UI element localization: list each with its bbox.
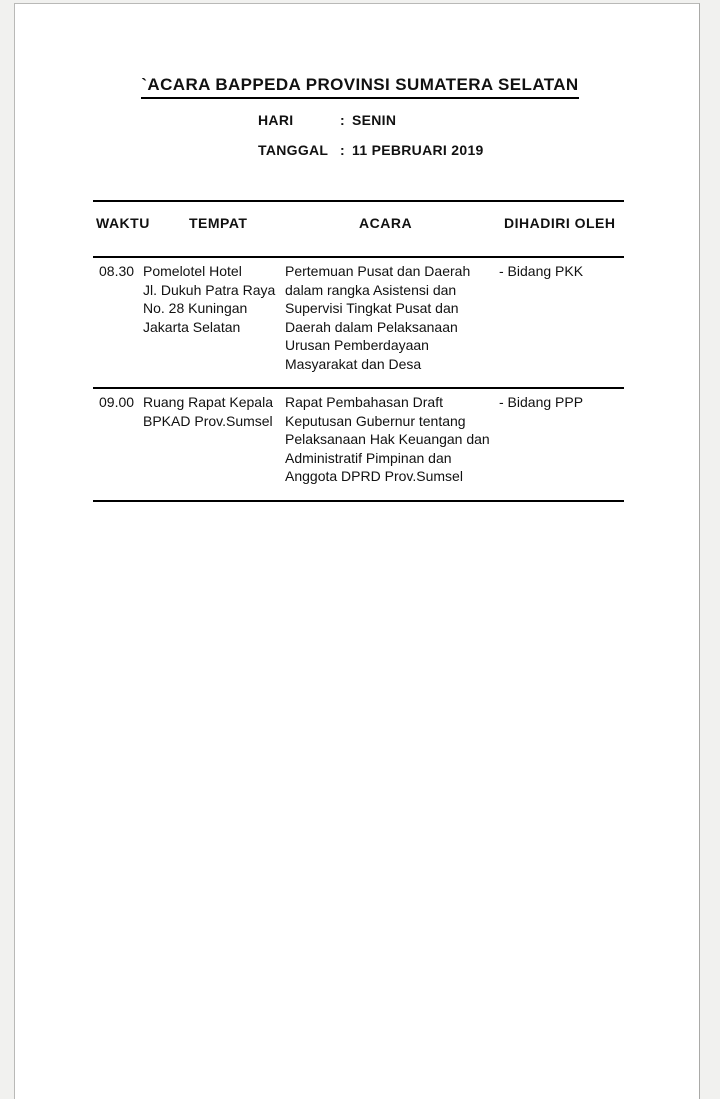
table-row-0-waktu-cell xyxy=(99,262,134,281)
acara-line: Daerah dalam Pelaksanaan xyxy=(285,318,458,335)
table-row-0-dihadiri-cell xyxy=(499,262,583,281)
table-row-1-dihadiri-cell xyxy=(499,393,583,412)
tempat-line: Ruang Rapat Kepala xyxy=(143,394,273,410)
table-rule-row-divider xyxy=(93,387,624,389)
table-row-1-tempat-cell xyxy=(143,393,273,430)
hari-label: HARI xyxy=(258,112,294,128)
tempat-line: Jl. Dukuh Patra Raya xyxy=(143,281,276,298)
acara-line: Keputusan Gubernur tentang xyxy=(285,412,466,429)
document-title: `ACARA BAPPEDA PROVINSI SUMATERA SELATAN xyxy=(141,75,578,99)
column-header-waktu: WAKTU xyxy=(96,215,150,231)
table-row-1-waktu-cell xyxy=(99,393,134,412)
tanggal-label: TANGGAL xyxy=(258,142,329,158)
document-title-wrap xyxy=(0,75,720,99)
tanggal-separator: : xyxy=(340,142,345,158)
column-header-acara: ACARA xyxy=(359,215,413,231)
acara-line: Anggota DPRD Prov.Sumsel xyxy=(285,468,463,484)
dihadiri-value: - Bidang PPP xyxy=(499,394,584,410)
column-header-tempat: TEMPAT xyxy=(189,215,248,231)
acara-line: dalam rangka Asistensi dan xyxy=(285,281,457,298)
tempat-line: BPKAD Prov.Sumsel xyxy=(143,412,273,429)
acara-line: Rapat Pembahasan Draft xyxy=(285,394,443,410)
column-header-dihadiri-oleh: DIHADIRI OLEH xyxy=(504,215,616,231)
document-page xyxy=(14,3,700,1099)
dihadiri-value: - Bidang PKK xyxy=(499,263,584,279)
table-rule-header-bottom xyxy=(93,256,624,258)
tempat-line: No. 28 Kuningan xyxy=(143,300,248,316)
table-row-0-acara-cell xyxy=(285,262,470,373)
acara-line: Pertemuan Pusat dan Daerah xyxy=(285,263,471,279)
hari-value: SENIN xyxy=(352,112,397,128)
waktu-value: 09.00 xyxy=(99,394,135,410)
table-row-1-acara-cell xyxy=(285,393,490,486)
table-rule-bottom xyxy=(93,500,624,502)
table-row-0-tempat-cell xyxy=(143,262,275,336)
tempat-line: Pomelotel Hotel xyxy=(143,263,242,279)
hari-separator: : xyxy=(340,112,345,128)
tempat-line: Jakarta Selatan xyxy=(143,318,241,335)
tanggal-value: 11 PEBRUARI 2019 xyxy=(352,142,484,158)
acara-line: Masyarakat dan Desa xyxy=(285,355,422,372)
waktu-value: 08.30 xyxy=(99,263,135,279)
acara-line: Supervisi Tingkat Pusat dan xyxy=(285,300,459,316)
acara-line: Administratif Pimpinan dan xyxy=(285,449,452,466)
acara-line: Urusan Pemberdayaan xyxy=(285,337,429,353)
table-rule-top xyxy=(93,200,624,202)
acara-line: Pelaksanaan Hak Keuangan dan xyxy=(285,431,490,447)
